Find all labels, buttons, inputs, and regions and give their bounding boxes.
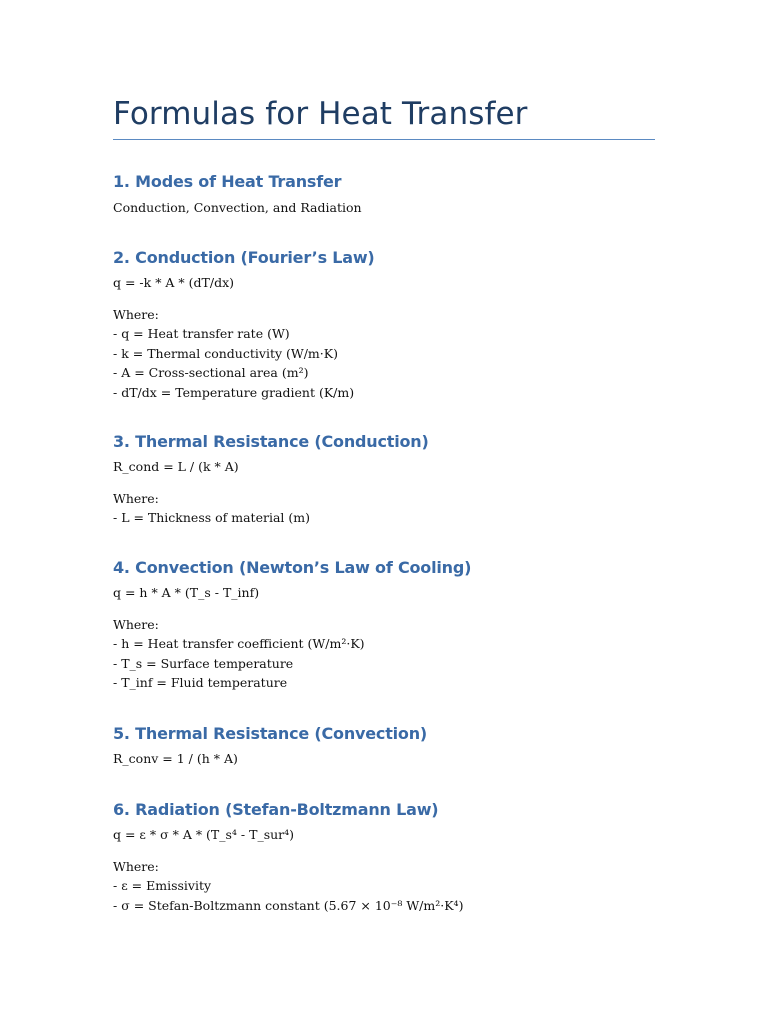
formula: R_conv = 1 / (h * A): [113, 751, 238, 766]
section-conduction: [113, 248, 375, 402]
section-text: Conduction, Convection, and Radiation: [113, 200, 362, 215]
section-convection: [113, 558, 471, 693]
section-modes-of-heat-transfer: [113, 172, 362, 218]
formula: R_cond = L / (k * A): [113, 459, 239, 474]
section-heading: 3. Thermal Resistance (Conduction): [113, 432, 429, 451]
list-item: - T_s = Surface temperature: [113, 655, 294, 671]
section-thermal-resistance-convection: [113, 724, 427, 769]
where-label: Where:: [113, 616, 159, 632]
list-item: - L = Thickness of material (m): [113, 510, 310, 525]
section-radiation: [113, 800, 463, 915]
where-label: Where:: [113, 490, 159, 506]
where-block: [113, 857, 463, 916]
where-label: Where:: [113, 306, 159, 322]
where-block: [113, 489, 429, 528]
list-item: - ε = Emissivity: [113, 878, 212, 893]
list-item: - q = Heat transfer rate (W): [113, 326, 290, 341]
list-item: - A = Cross-sectional area (m²): [113, 365, 309, 380]
where-block: [113, 305, 375, 403]
title-divider: [113, 139, 655, 140]
list-item: - dT/dx = Temperature gradient (K/m): [113, 384, 355, 400]
section-heading: 5. Thermal Resistance (Convection): [113, 724, 428, 743]
section-heading: 1. Modes of Heat Transfer: [113, 172, 342, 191]
section-heading: 4. Convection (Newton’s Law of Cooling): [113, 558, 472, 577]
formula: q = -k * A * (dT/dx): [113, 275, 234, 290]
formula: q = h * A * (T_s - T_inf): [113, 585, 260, 600]
document-page: [113, 0, 655, 913]
where-block: [113, 615, 471, 693]
formula: q = ε * σ * A * (T_s⁴ - T_sur⁴): [113, 827, 295, 842]
section-heading: 6. Radiation (Stefan-Boltzmann Law): [113, 800, 439, 819]
list-item: - k = Thermal conductivity (W/m·K): [113, 345, 338, 361]
list-item: - σ = Stefan-Boltzmann constant (5.67 × 10⁻⁸ W/m²·K⁴): [113, 897, 464, 913]
list-item: - T_inf = Fluid temperature: [113, 675, 288, 690]
where-label: Where:: [113, 858, 159, 874]
section-heading: 2. Conduction (Fourier’s Law): [113, 248, 375, 267]
document-title: Formulas for Heat Transfer: [113, 96, 528, 132]
list-item: - h = Heat transfer coefficient (W/m²·K): [113, 636, 365, 651]
section-thermal-resistance-conduction: [113, 432, 429, 528]
